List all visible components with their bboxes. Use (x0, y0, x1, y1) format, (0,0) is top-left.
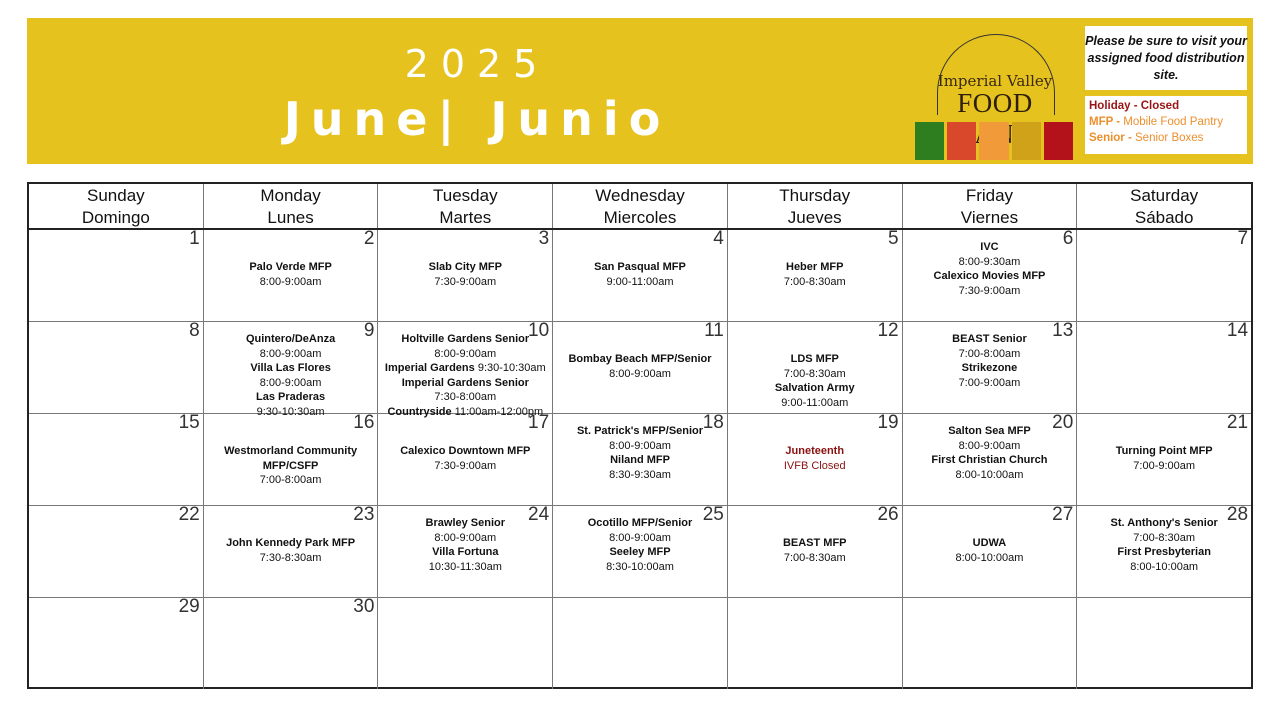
event-site: Juneteenth (785, 445, 845, 457)
event-time: 8:00-9:00am (609, 367, 671, 380)
event-site: Brawley Senior (425, 517, 506, 529)
weekday-name-spanish: Miercoles (603, 208, 677, 227)
event-line (378, 545, 552, 560)
weekday-header (204, 184, 379, 228)
event-site: Bombay Beach MFP/Senior (568, 353, 712, 365)
event-time: 7:00-9:00am (1133, 459, 1196, 472)
event-line (1077, 516, 1251, 531)
month-title: June| Junio (283, 92, 671, 146)
weekday-header (903, 184, 1078, 228)
day-cell (29, 230, 204, 321)
logo-tile (915, 122, 944, 160)
day-cell (728, 414, 903, 505)
day-events (204, 332, 378, 419)
event-site: Turning Point MFP (1115, 445, 1213, 457)
event-time: 7:00-8:30am (783, 551, 846, 564)
event-time: 11:00am-12:00pm (451, 405, 544, 418)
event-time: 7:30-9:00am (434, 275, 497, 288)
event-time: 8:00-9:00am (259, 376, 322, 389)
weekday-name: Monday (260, 186, 321, 205)
site-notice: Please be sure to visit your assigned food distribution site. (1085, 26, 1247, 90)
event-time: 8:00-10:00am (955, 551, 1024, 564)
food-bank-logo (915, 30, 1075, 154)
day-number: 8 (189, 320, 200, 341)
day-number: 11 (704, 320, 724, 341)
day-cell (204, 414, 379, 505)
legend-senior-value: Senior Boxes (1135, 132, 1204, 144)
event-line (553, 260, 727, 275)
day-cell (728, 506, 903, 597)
day-number: 20 (1052, 412, 1074, 433)
event-site: First Christian Church (931, 454, 1048, 466)
event-line (204, 551, 378, 566)
event-site: St. Anthony's Senior (1110, 517, 1218, 529)
event-line (378, 332, 552, 347)
week-row (29, 414, 1251, 506)
event-time: 7:30-8:30am (259, 551, 322, 564)
event-line (378, 376, 552, 391)
legend-senior (1089, 130, 1243, 146)
day-cell (1077, 506, 1251, 597)
day-events (378, 260, 552, 289)
weekday-name-spanish: Sábado (1134, 208, 1194, 227)
event-line (204, 536, 378, 551)
header-banner (27, 18, 1253, 164)
event-time: 9:30-10:30am (256, 405, 325, 418)
event-line (378, 516, 552, 531)
day-number: 24 (528, 504, 550, 525)
event-line (378, 361, 552, 376)
day-cell (553, 230, 728, 321)
event-line (903, 424, 1077, 439)
weekday-header (728, 184, 903, 228)
event-time: 10:30-11:30am (428, 560, 502, 573)
event-site: Holtville Gardens Senior (401, 333, 530, 345)
day-events (378, 444, 552, 473)
weekday-name: Wednesday (595, 186, 685, 205)
day-cell (378, 320, 553, 418)
day-cell (378, 230, 553, 321)
event-line (553, 424, 727, 439)
day-number: 30 (353, 596, 375, 617)
day-number: 18 (702, 412, 724, 433)
day-number: 25 (702, 504, 724, 525)
weekday-name: Thursday (779, 186, 851, 205)
event-time: 8:30-9:30am (609, 468, 671, 481)
day-cell (204, 320, 379, 418)
event-time: 7:30-9:00am (434, 459, 497, 472)
event-line (553, 439, 727, 454)
event-time: 7:00-8:30am (783, 367, 846, 380)
day-cell (728, 598, 903, 689)
legend-holiday: Holiday - Closed (1089, 100, 1180, 112)
event-line (553, 545, 727, 560)
event-line (553, 453, 727, 468)
event-line (553, 468, 727, 483)
logo-tile (1044, 122, 1073, 160)
event-line (903, 551, 1077, 566)
day-events (553, 516, 727, 574)
event-time: 7:00-8:00am (958, 347, 1021, 360)
day-events (1077, 444, 1251, 473)
year-title: 2025 (404, 42, 550, 86)
day-cell (378, 414, 553, 505)
event-line (728, 381, 902, 396)
day-events (1077, 516, 1251, 574)
day-cell (1077, 414, 1251, 505)
event-line (204, 459, 378, 474)
day-number: 21 (1226, 412, 1249, 433)
event-time: 8:00-9:00am (259, 275, 322, 288)
day-events (204, 260, 378, 289)
day-number: 3 (538, 228, 550, 249)
event-line (378, 347, 552, 362)
legend (1085, 96, 1247, 154)
event-time: 8:00-10:00am (955, 468, 1024, 481)
day-number: 22 (178, 504, 200, 525)
logo-tile (979, 122, 1008, 160)
event-line (1077, 531, 1251, 546)
day-cell (29, 414, 204, 505)
weekday-name-spanish: Martes (439, 208, 492, 227)
event-site: Heber MFP (786, 261, 844, 273)
day-events (728, 352, 902, 410)
legend-mfp-value: Mobile Food Pantry (1123, 116, 1224, 128)
event-line (204, 361, 378, 376)
legend-mfp-key: MFP - (1089, 116, 1124, 128)
weekday-name-spanish: Jueves (787, 208, 842, 227)
day-number: 27 (1052, 504, 1074, 525)
event-site: Palo Verde MFP (249, 261, 332, 273)
event-site: Salton Sea MFP (948, 425, 1031, 437)
event-time: IVFB Closed (783, 459, 846, 472)
event-site: Calexico Movies MFP (933, 270, 1046, 282)
event-line (553, 352, 727, 367)
event-time: 8:00-10:00am (1130, 560, 1199, 573)
event-line (728, 444, 902, 459)
day-number: 17 (528, 412, 550, 433)
day-cell (204, 598, 379, 689)
weekday-name-spanish: Lunes (267, 208, 314, 227)
day-cell (903, 230, 1078, 321)
event-site: Strikezone (961, 362, 1018, 374)
event-line (903, 536, 1077, 551)
event-line (903, 347, 1077, 362)
day-cell (378, 506, 553, 597)
event-line (728, 551, 902, 566)
event-time: 8:00-9:00am (958, 439, 1021, 452)
event-site: BEAST Senior (952, 333, 1027, 345)
event-time: 8:00-9:00am (609, 439, 671, 452)
day-number: 19 (877, 412, 899, 433)
day-events (553, 260, 727, 289)
day-cell (204, 506, 379, 597)
event-line (204, 347, 378, 362)
event-time: 9:00-11:00am (781, 396, 849, 409)
event-line (728, 367, 902, 382)
event-line (378, 459, 552, 474)
day-events (204, 536, 378, 565)
event-time: 7:00-8:30am (783, 275, 846, 288)
day-cell (553, 414, 728, 505)
day-number: 16 (353, 412, 375, 433)
event-time: 9:00-11:00am (606, 275, 674, 288)
logo-tile (1012, 122, 1041, 160)
day-number: 14 (1226, 320, 1249, 341)
event-line (378, 444, 552, 459)
event-time: 8:00-9:30am (958, 255, 1021, 268)
day-cell (29, 506, 204, 597)
event-line (903, 361, 1077, 376)
event-site: San Pasqual MFP (594, 261, 686, 273)
day-number: 12 (877, 320, 899, 341)
day-number: 2 (363, 228, 375, 249)
event-line (728, 536, 902, 551)
event-time: 8:00-9:00am (609, 531, 671, 544)
event-site: Seeley MFP (609, 546, 671, 558)
event-site: Ocotillo MFP/Senior (587, 517, 693, 529)
day-events (903, 536, 1077, 565)
weekday-name: Friday (965, 186, 1014, 205)
event-line (204, 444, 378, 459)
day-cell (553, 598, 728, 689)
weekday-header (553, 184, 728, 228)
event-line (204, 275, 378, 290)
event-site: Villa Las Flores (250, 362, 331, 374)
day-events (378, 332, 552, 419)
weekday-header (378, 184, 553, 228)
event-line (553, 275, 727, 290)
day-events (903, 424, 1077, 482)
day-number: 15 (178, 412, 200, 433)
event-line (378, 560, 552, 575)
event-line (378, 531, 552, 546)
weekday-name: Saturday (1130, 186, 1199, 205)
event-line (553, 531, 727, 546)
event-site: John Kennedy Park MFP (226, 537, 356, 549)
day-number: 1 (189, 228, 200, 249)
weekday-name-spanish: Domingo (81, 208, 150, 227)
event-site: Countryside (387, 405, 452, 418)
day-cell (728, 322, 903, 413)
weekday-header (29, 184, 204, 228)
week-row (29, 506, 1251, 598)
day-cell (1077, 322, 1251, 413)
event-time: 7:30-9:00am (958, 284, 1021, 297)
event-line (553, 560, 727, 575)
day-events (553, 352, 727, 381)
day-number: 23 (353, 504, 375, 525)
event-line (378, 260, 552, 275)
week-row (29, 230, 1251, 322)
day-cell (553, 506, 728, 597)
event-time: 7:00-9:00am (958, 376, 1021, 389)
day-events (903, 332, 1077, 390)
event-line (903, 453, 1077, 468)
week-row (29, 320, 1251, 418)
event-site: LDS MFP (790, 353, 839, 365)
event-time: 8:00-9:00am (434, 531, 497, 544)
event-line (1077, 545, 1251, 560)
event-site: Imperial Gardens (384, 362, 475, 374)
event-line (378, 275, 552, 290)
event-site: UDWA (972, 537, 1007, 549)
event-time: 9:30-10:30am (474, 362, 546, 374)
day-number: 13 (1052, 320, 1074, 341)
event-site: Quintero/DeAnza (245, 333, 336, 345)
weekday-name-spanish: Viernes (960, 208, 1019, 227)
weekday-name: Sunday (87, 186, 145, 205)
day-events (728, 444, 902, 473)
event-site: First Presbyterian (1117, 546, 1211, 558)
event-time: 8:30-10:00am (606, 560, 674, 573)
day-cell (553, 322, 728, 413)
weeks-container (29, 230, 1251, 689)
logo-bottom-text: FOOD (957, 88, 1033, 118)
event-site: Niland MFP (610, 454, 670, 466)
day-cell (29, 322, 204, 413)
weekday-header-row (29, 184, 1251, 230)
event-line (903, 269, 1077, 284)
day-number: 4 (713, 228, 724, 249)
event-line (903, 240, 1077, 255)
logo-tile (947, 122, 976, 160)
event-line (903, 439, 1077, 454)
weekday-name: Tuesday (433, 186, 498, 205)
day-number: 7 (1237, 228, 1249, 249)
day-events (553, 424, 727, 482)
day-number: 10 (528, 320, 550, 341)
event-line (204, 376, 378, 391)
event-time: 7:00-8:30am (1133, 531, 1196, 544)
day-events (903, 240, 1077, 298)
event-line (728, 275, 902, 290)
event-line (903, 376, 1077, 391)
event-line (204, 390, 378, 405)
event-time: 8:00-9:00am (434, 347, 497, 360)
day-cell (1077, 230, 1251, 321)
day-number: 29 (178, 596, 200, 617)
event-line (903, 284, 1077, 299)
event-line (728, 352, 902, 367)
event-line (1077, 444, 1251, 459)
event-line (553, 367, 727, 382)
event-site: Westmorland Community (224, 445, 358, 457)
event-site: Villa Fortuna (432, 546, 499, 558)
event-line (204, 473, 378, 488)
event-site: IVC (980, 241, 999, 253)
event-line (728, 260, 902, 275)
event-site: Calexico Downtown MFP (400, 445, 531, 457)
day-cell (728, 230, 903, 321)
day-number: 28 (1226, 504, 1249, 525)
day-cell (903, 322, 1078, 413)
day-number: 5 (888, 228, 899, 249)
day-cell (29, 598, 204, 689)
day-cell (378, 598, 553, 689)
day-number: 9 (363, 320, 375, 341)
logo-produce-tiles (915, 122, 1073, 160)
event-site: Imperial Gardens Senior (401, 376, 529, 389)
event-site: St. Patrick's MFP/Senior (576, 425, 704, 437)
event-line (728, 396, 902, 411)
event-line (553, 516, 727, 531)
event-time: 8:00-9:00am (259, 347, 322, 360)
day-events (204, 444, 378, 488)
event-line (1077, 560, 1251, 575)
event-site: BEAST MFP (782, 537, 847, 549)
day-number: 6 (1062, 228, 1074, 249)
event-line (204, 332, 378, 347)
event-site: Slab City MFP (428, 261, 502, 273)
event-site: Salvation Army (774, 382, 855, 394)
event-line (204, 260, 378, 275)
day-cell (204, 230, 379, 321)
legend-mfp (1089, 114, 1243, 130)
event-line (903, 332, 1077, 347)
day-cell (903, 414, 1078, 505)
logo-top-text: Imperial Valley (937, 72, 1053, 90)
week-row (29, 598, 1251, 689)
weekday-header (1077, 184, 1251, 228)
day-events (728, 536, 902, 565)
event-site: Las Praderas (256, 391, 326, 403)
day-cell (903, 506, 1078, 597)
event-line (903, 468, 1077, 483)
event-site: MFP/CSFP (262, 459, 319, 472)
day-cell (903, 598, 1078, 689)
day-cell (1077, 598, 1251, 689)
day-events (378, 516, 552, 574)
calendar-grid (27, 182, 1253, 689)
day-number: 26 (877, 504, 899, 525)
event-line (728, 459, 902, 474)
day-events (728, 260, 902, 289)
event-line (1077, 459, 1251, 474)
event-line (903, 255, 1077, 270)
event-time: 7:30-8:00am (434, 391, 497, 403)
event-line (378, 390, 552, 405)
event-time: 7:00-8:00am (259, 474, 322, 486)
legend-senior-key: Senior - (1089, 132, 1136, 144)
